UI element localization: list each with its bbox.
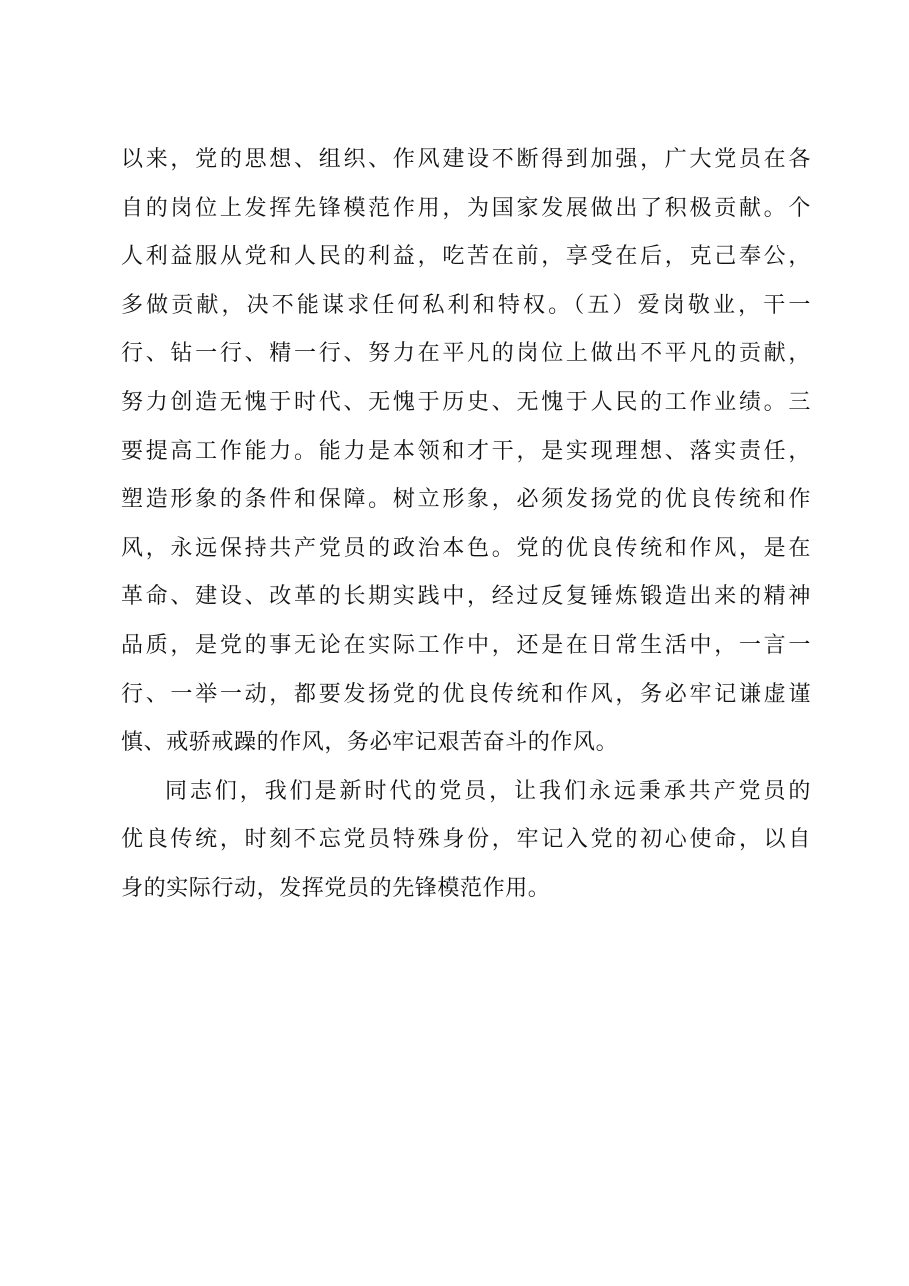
text-line: 塑造形象的条件和保障。树立形象，必须发扬党的优良传统和作 bbox=[121, 487, 811, 513]
text-line: 身的实际行动，发挥党员的先锋模范作用。 bbox=[121, 875, 551, 901]
text-line: 行、钻一行、精一行、努力在平凡的岗位上做出不平凡的贡献， bbox=[121, 341, 811, 367]
text-line: 努力创造无愧于时代、无愧于历史、无愧于人民的工作业绩。三 bbox=[121, 389, 811, 415]
document-body bbox=[121, 136, 811, 914]
text-line: 人利益服从党和人民的利益，吃苦在前，享受在后，克己奉公， bbox=[121, 244, 811, 270]
text-line: 慎、戒骄戒躁的作风，务必牢记艰苦奋斗的作风。 bbox=[121, 730, 619, 756]
text-line: 品质，是党的事无论在实际工作中，还是在日常生活中，一言一 bbox=[121, 632, 811, 658]
text-line: 同志们，我们是新时代的党员，让我们永远秉承共产党员的 bbox=[165, 778, 811, 804]
text-line: 风，永远保持共产党员的政治本色。党的优良传统和作风，是在 bbox=[121, 535, 811, 561]
text-line: 行、一举一动，都要发扬党的优良传统和作风，务必牢记谦虚谨 bbox=[121, 681, 811, 707]
text-line: 自的岗位上发挥先锋模范作用，为国家发展做出了积极贡献。个 bbox=[121, 195, 811, 221]
text-line: 革命、建设、改革的长期实践中，经过反复锤炼锻造出来的精神 bbox=[121, 584, 811, 610]
text-line: 优良传统，时刻不忘党员特殊身份，牢记入党的初心使命，以自 bbox=[121, 827, 811, 853]
paragraph-1 bbox=[121, 136, 811, 768]
text-line: 要提高工作能力。能力是本领和才干，是实现理想、落实责任， bbox=[121, 438, 811, 464]
text-line: 多做贡献，决不能谋求任何私利和特权。（五）爱岗敬业，干一 bbox=[121, 292, 811, 318]
text-line: 以来，党的思想、组织、作风建设不断得到加强，广大党员在各 bbox=[121, 147, 811, 172]
paragraph-2 bbox=[121, 768, 811, 914]
